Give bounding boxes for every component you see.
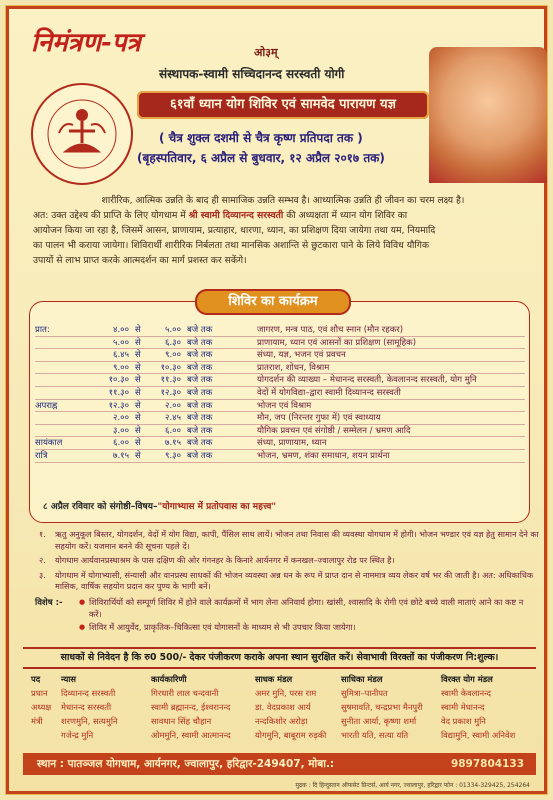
- schedule-activity: भोजन एवं विश्राम: [257, 400, 312, 411]
- officer-name: शरणमुनि, सत्यमुनि: [61, 716, 118, 726]
- om-symbol: ओ३म्: [254, 46, 278, 59]
- note-text: योगधाम में योगाभ्यासी, संन्यासी और वानप्रस्थ साधकों की भोजन व्यवस्था अन्न धन के रूप में प्राप्त दान से नाममात्र व्यय लेकर वर्ष भर की जाती है। अत: अधिकाधिक मासिक, वार्षिक सहयोग प्रदान कर पुण्य के भागी बनें।: [55, 569, 534, 591]
- schedule-se: से: [135, 350, 141, 361]
- schedule-to: ६.३०: [165, 337, 181, 348]
- officer-name: योगमुनि, बाबूराम रुड़की: [255, 730, 327, 740]
- note-text: योगधाम आर्यवानप्रस्थाश्रम के पास दक्षिण की ओर गंगनहर के किनारे आर्यनगर में कनखल–ज्वालापुर रोड पर स्थित है।: [55, 555, 395, 565]
- schedule-from: ७.१५: [113, 450, 129, 461]
- schedule-from: १०.३०: [108, 375, 129, 386]
- date-line-gregorian: (बृहस्पतिवार, ६ अप्रैल से बुधवार, १२ अप्रैल २०१७ तक): [137, 151, 385, 165]
- officer-name: डा. वेदप्रकाश आर्य: [255, 702, 311, 712]
- address-text: स्थान : पातञ्जल योगधाम, आर्यनगर, ज्वालापुर, हरिद्वार-249407, मोबा.:: [37, 758, 335, 770]
- officers-column: [255, 672, 326, 742]
- schedule-from: ३.००: [113, 425, 129, 436]
- officer-name: ओममुनि, स्वामी आत्मानन्द: [151, 730, 231, 740]
- header: [9, 9, 544, 191]
- schedule-from: १२.३०: [108, 400, 129, 411]
- date-line-lunar: ( चैत्र शुक्ल दशमी से चैत्र कृष्ण प्रतिपदा तक ): [159, 131, 363, 145]
- schedule-baje-tak: बजे तक: [187, 362, 213, 373]
- officer-name: स्वामी केवलानन्द: [441, 688, 492, 698]
- schedule-activity: यौगिक प्रवचन एवं संगोष्ठी / सम्मेलन / भ्रमण आदि: [257, 425, 411, 436]
- schedule-se: से: [135, 337, 141, 348]
- invitation-page: [6, 6, 547, 794]
- address-footer: [23, 753, 536, 775]
- schedule-activity: प्रातराश, शोधन, विश्राम: [257, 362, 330, 373]
- note-number: ३.: [39, 569, 46, 580]
- schedule-se: से: [135, 425, 141, 436]
- schedule-to: ९.३०: [165, 450, 181, 461]
- intro-line-1: शारीरिक, आत्मिक उन्नति के बाद ही सामाजिक उन्नति सम्भव है। आध्यात्मिक उन्नति ही जीवन का चरम लक्ष्य है।: [101, 195, 465, 206]
- note-number: १.: [39, 529, 46, 539]
- schedule-row: [35, 349, 525, 362]
- schedule-from: २.००: [113, 413, 129, 424]
- officers-column: [441, 672, 515, 742]
- schedule-activity: संध्या, प्राणायाम, ध्यान: [257, 438, 327, 449]
- schedule-activity: संध्या, यज्ञ, भजन एवं प्रवचन: [257, 350, 346, 361]
- intro-line-3: आयोजन किया जा रहा है, जिसमें आसन, प्राणायाम, प्रत्याहार, धारणा, ध्यान, का प्रशिक्षण दिया जायेगा तथा यम, नियमादि: [33, 225, 436, 236]
- intro-line-4: का पालन भी कराया जायेगा। शिविरार्थी शारीरिक निर्बलता तथा मानसिक अशान्ति से छुटकारा पाने के लिये विविध यौगिक: [33, 240, 430, 251]
- officer-name: सुमित्रा–पानीपत: [341, 688, 388, 698]
- officer-name: नन्दकिशोर अरोड़ा: [255, 716, 308, 726]
- schedule-se: से: [135, 375, 141, 386]
- schedule-period: अपराह्न: [35, 400, 58, 411]
- schedule-to: ५.००: [165, 325, 181, 335]
- officers-column: [31, 672, 51, 728]
- special-item: ● शिविरार्थियों को सम्पूर्ण शिविर में होने वाले कार्यक्रमों में भाग लेना अनिवार्य होगा। खांसी, श्वासादि के रोगी एवं छोटे बच्चे वाली माताएं आने का कष्ट न करें।: [79, 597, 535, 620]
- officer-name: अध्यक्ष: [31, 702, 52, 712]
- schedule-se: से: [135, 325, 141, 335]
- schedule-row: [35, 437, 525, 450]
- notes-list: [39, 529, 539, 596]
- invitation-heading: निमंत्रण-पत्र: [31, 28, 141, 58]
- schedule-period: रात्रि: [35, 450, 48, 461]
- schedule-to: ११.३०: [160, 375, 181, 386]
- founder-line: संस्थापक-स्वामी सच्चिदानन्द सरस्वती योगी: [159, 67, 345, 81]
- note-number: २.: [39, 555, 46, 565]
- schedule-se: से: [135, 438, 141, 449]
- schedule-to: ७.१५: [165, 438, 181, 449]
- camp-title: ६१वाँ ध्यान योग शिविर एवं सामवेद पारायण यज्ञ: [137, 91, 429, 119]
- schedule-row: [35, 450, 525, 463]
- schedule-baje-tak: बजे तक: [187, 325, 213, 335]
- seminar-label: ८ अप्रैल रविवार को संगोष्ठी–विषय–: [43, 502, 158, 512]
- schedule-activity: जागरण, मन्त्र पाठ, एवं शौच स्नान (मौन रहकर): [257, 325, 404, 335]
- officers-column-header: न्यास: [61, 674, 77, 684]
- intro-line-5: उपायों से लाभ प्राप्त करके आत्मदर्शन का मार्ग प्रशस्त कर सकेंगे।: [33, 255, 247, 266]
- schedule-period: प्रात:: [35, 325, 50, 335]
- schedule-baje-tak: बजे तक: [187, 337, 213, 348]
- officers-column-header: कार्यकारिणी: [151, 674, 187, 684]
- yogdham-logo: [29, 81, 135, 187]
- printer-credit: मुद्रक : दि हिन्दुस्तान ऑफसेट प्रिन्टर्स, आर्य नगर, ज्वालापुर, हरिद्वार फोन : 01334-329425, 254264: [295, 782, 530, 789]
- officers-column: [151, 672, 231, 742]
- schedule-baje-tak: बजे तक: [187, 387, 213, 398]
- schedule-row: [35, 337, 525, 350]
- special-label: विशेष :-: [35, 598, 63, 608]
- officer-name: दिव्यानन्द सरस्वती: [61, 688, 116, 698]
- schedule-baje-tak: बजे तक: [187, 425, 213, 436]
- schedule-row: [35, 425, 525, 438]
- schedule-to: १२.३०: [160, 387, 181, 398]
- swami-portrait: [429, 47, 547, 183]
- schedule-row: [35, 412, 525, 425]
- intro-line-2-post: की अध्यक्षता में ध्यान योग शिविर का: [283, 210, 408, 221]
- schedule-se: से: [135, 450, 141, 461]
- officers-column-header: विरक्त योग मंडल: [441, 674, 493, 684]
- officer-name: सावधान सिंह चौहान: [151, 716, 212, 726]
- officers-column-header: साधिका मंडल: [341, 674, 383, 684]
- schedule-to: १०.३०: [160, 362, 181, 373]
- seminar-topic: "योगाभ्यास में प्रतोपवास का महत्त्व": [157, 502, 277, 512]
- schedule-baje-tak: बजे तक: [187, 375, 213, 386]
- president-name: श्री स्वामी दिव्यानन्द सरस्वती: [188, 210, 284, 221]
- schedule-baje-tak: बजे तक: [187, 400, 213, 411]
- note-item: [39, 529, 539, 552]
- schedule-se: से: [135, 400, 141, 411]
- schedule-baje-tak: बजे तक: [187, 350, 213, 361]
- officer-name: वेद प्रकाश मुनि: [441, 716, 486, 726]
- officer-name: स्वामी मेधानन्द: [441, 702, 485, 712]
- note-item: [39, 570, 539, 593]
- schedule-se: से: [135, 362, 141, 373]
- schedule-to: ९.००: [165, 350, 181, 361]
- schedule-activity: मौन, जप (निरन्तर गुफा में) एवं स्वाध्याय: [257, 413, 381, 424]
- officers-column: [341, 672, 423, 742]
- schedule-row: [35, 387, 525, 400]
- schedule-baje-tak: बजे तक: [187, 413, 213, 424]
- note-text: ऋतु अनुकूल बिस्तर, योगदर्शन, वेदों में योग विद्या, कापी, पैंसिल साथ लायें। भोजन तथा निवास की व्यवस्था योगधाम में होगी। भोजन भण्डार एवं यज्ञ हेतु सामान देने का सहयोग करें। यजमान बनने की सूचना पहले दें।: [55, 529, 539, 551]
- officer-name: सुनीता आर्या, कृष्णा शर्मा: [341, 716, 417, 726]
- program-title: शिविर का कार्यक्रम: [195, 289, 351, 315]
- schedule-row: [35, 362, 525, 375]
- seminar-line: [43, 499, 276, 512]
- schedule-se: से: [135, 413, 141, 424]
- schedule-from: ९.००: [113, 362, 129, 373]
- special-notes: [35, 597, 535, 636]
- intro-line-2-pre: अत: उक्त उद्देश्य की प्राप्ति के लिए योगधाम में: [33, 210, 189, 221]
- schedule-from: ११.३०: [108, 387, 129, 398]
- officers-table: [23, 672, 536, 752]
- schedule-baje-tak: बजे तक: [187, 438, 213, 449]
- schedule-se: से: [135, 387, 141, 398]
- schedule-to: २.००: [165, 400, 181, 411]
- officer-name: मेधानन्द सरस्वती: [61, 702, 112, 712]
- intro-paragraph: [33, 193, 533, 268]
- schedule-activity: योगदर्शन की व्याख्या – मेधानन्द सरस्वती, केवलानन्द सरस्वती, योग मुनि: [257, 375, 477, 386]
- officer-name: सुषमावति, चन्द्रप्रभा मैनपुरी: [341, 702, 423, 712]
- schedule-to: २.४५: [165, 413, 181, 424]
- schedule-activity: भोजन, भ्रमण, शंका समाधान, शयन प्रार्थना: [257, 450, 390, 461]
- schedule: [35, 324, 525, 463]
- officer-name: अमर मुनि, परस राम: [255, 688, 317, 698]
- schedule-activity: प्राणायाम, ध्यान एवं आसनों का प्रशिक्षण (सामूहिक): [257, 337, 417, 348]
- special-item: ● शिविर में आयुर्वेद, प्राकृतिक–चिकित्सा एवं योगासनों के माध्यम से भी उपचार किया जायेगा।: [79, 622, 535, 634]
- schedule-period: सायंकाल: [35, 438, 63, 449]
- officer-name: प्रधान: [31, 688, 48, 698]
- mobile-number: 9897804133: [450, 758, 524, 770]
- schedule-from: ६.४५: [113, 350, 129, 361]
- schedule-to: ६.००: [165, 425, 181, 436]
- schedule-row: [35, 400, 525, 413]
- officer-name: विद्यामुनि, स्वामी अनिवेश: [441, 730, 516, 740]
- officers-column-header: साधक मंडल: [255, 674, 293, 684]
- schedule-row: [35, 374, 525, 387]
- schedule-from: ४.००: [113, 325, 129, 335]
- intro-line-2: [33, 208, 533, 223]
- officer-name: गिरधारी लाल चन्दवानी: [151, 688, 219, 698]
- officer-name: मंत्री: [31, 716, 43, 726]
- officer-name: भारती यति, सत्या यति: [341, 730, 409, 740]
- schedule-baje-tak: बजे तक: [187, 450, 213, 461]
- registration-notice: साधकों से निवेदन है कि रु0 500/- देकर पंजीकरण कराके अपना स्थान सुरक्षित करें। सेवाभावी विरक्तों का पंजीकरण नि:शुल्क।: [23, 647, 536, 669]
- officers-column-header: पद: [31, 674, 41, 684]
- schedule-from: ५.००: [113, 337, 129, 348]
- officer-name: गजेन्द्र मुनि: [61, 730, 94, 740]
- schedule-from: ६.००: [113, 438, 129, 449]
- schedule-activity: वेदों में योगविद्या–द्वारा स्वामी दिव्यानन्द सरस्वती: [257, 387, 401, 398]
- schedule-row: [35, 324, 525, 337]
- officers-column: [61, 672, 118, 742]
- officer-name: स्वामी ब्रह्मानन्द, ईश्वरानन्द: [151, 702, 231, 712]
- note-item: [39, 555, 539, 567]
